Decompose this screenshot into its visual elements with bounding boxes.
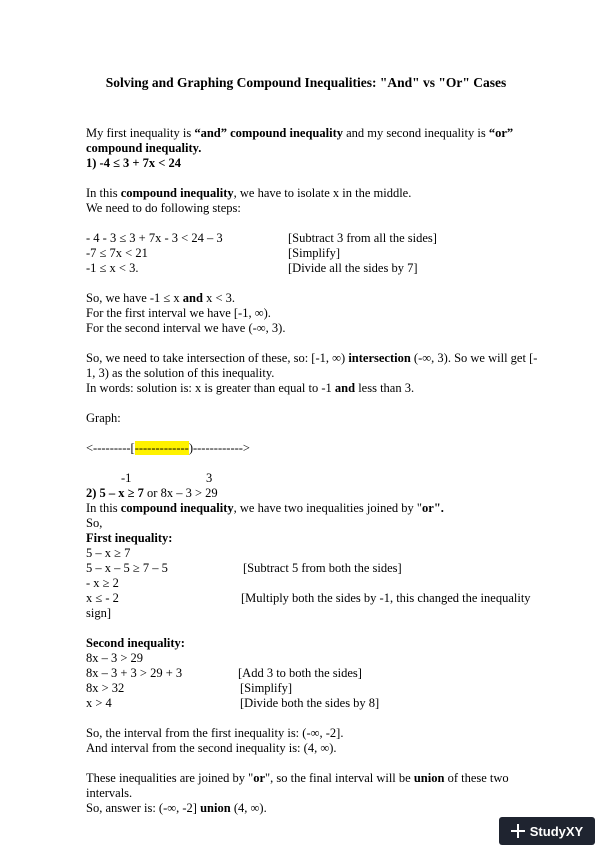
- so-line: So,: [86, 516, 103, 530]
- so-we-have-line: So, we have -1 ≤ x and x < 3.: [86, 291, 235, 305]
- step-note: [Add 3 to both the sides]: [238, 666, 362, 680]
- step-note: [Divide both the sides by 8]: [240, 696, 380, 710]
- step-expr: x > 4: [86, 696, 112, 710]
- logo-text: StudyXY: [529, 823, 584, 839]
- graph-tick-label: -1: [121, 471, 132, 485]
- first-interval-line: For the first interval we have [-1, ∞).: [86, 306, 271, 320]
- isolate-line: In this compound inequality, we have to isolate x in the middle.: [86, 186, 412, 200]
- step-row: [86, 231, 223, 246]
- second-interval-line: For the second interval we have (-∞, 3).: [86, 321, 286, 335]
- step-expr: -1 ≤ x < 3.: [86, 261, 139, 275]
- intersection-line-1: So, we need to take intersection of these, so: [-1, ∞) intersection (-∞, 3). So we will get [-: [86, 351, 538, 365]
- studyxy-logo[interactable]: [499, 817, 595, 845]
- step-note: [Simplify]: [240, 681, 293, 695]
- second-inequality-heading: Second inequality:: [86, 636, 185, 650]
- plus-icon: [511, 824, 525, 838]
- step-note: [Multiply both the sides by -1, this changed the inequality: [241, 591, 531, 605]
- step-note: [Subtract 3 from all the sides]: [288, 231, 437, 245]
- graph-tick-label: 3: [206, 471, 213, 485]
- step-expr: - 4 - 3 ≤ 3 + 7x - 3 < 24 – 3: [86, 231, 223, 245]
- step-note: [Simplify]: [288, 246, 341, 260]
- problem-1-heading: 1) -4 ≤ 3 + 7x < 24: [86, 156, 182, 170]
- step-note: [Divide all the sides by 7]: [288, 261, 418, 275]
- union-line-1: These inequalities are joined by "or", so the final interval will be union of these two: [86, 771, 509, 785]
- step-expr: 8x – 3 > 29: [86, 651, 144, 665]
- step-expr: 8x > 32: [86, 681, 125, 695]
- graph-label: Graph:: [86, 411, 121, 425]
- step-expr: 5 – x – 5 ≥ 7 – 5: [86, 561, 168, 575]
- step-expr: - x ≥ 2: [86, 576, 119, 590]
- step-expr: 5 – x ≥ 7: [86, 546, 131, 560]
- intersection-line-2: 1, 3) as the solution of this inequality.: [86, 366, 275, 380]
- step-row: [86, 246, 148, 261]
- union-line-2: intervals.: [86, 786, 133, 800]
- intro-line-2: compound inequality.: [86, 141, 202, 155]
- step-expr: x ≤ - 2: [86, 591, 119, 605]
- joined-by-or-line: In this compound inequality, we have two inequalities joined by "or".: [86, 501, 444, 515]
- step-expr: 8x – 3 + 3 > 29 + 3: [86, 666, 183, 680]
- document-title: Solving and Graphing Compound Inequalities: "And" vs "Or" Cases: [105, 75, 507, 90]
- answer-line: So, answer is: (-∞, -2] union (4, ∞).: [86, 801, 267, 815]
- intro-line-1: My first inequality is “and” compound inequality and my second inequality is “or”: [86, 126, 514, 140]
- step-note: [Subtract 5 from both the sides]: [243, 561, 402, 575]
- interval-first-line: So, the interval from the first inequality is: (-∞, -2].: [86, 726, 344, 740]
- step-note-wrap: sign]: [86, 606, 111, 620]
- first-inequality-heading: First inequality:: [86, 531, 173, 545]
- problem-2-heading: 2) 5 – x ≥ 7 or 8x – 3 > 29: [86, 486, 218, 500]
- step-row: [86, 261, 138, 276]
- highlighted-interval: -------------: [134, 441, 189, 455]
- step-expr: -7 ≤ 7x < 21: [86, 246, 148, 260]
- interval-second-line: And interval from the second inequality is: (4, ∞).: [86, 741, 337, 755]
- steps-intro: We need to do following steps:: [86, 201, 241, 215]
- number-line-graph: <---------[-------------)------------>: [86, 441, 250, 455]
- in-words-line: In words: solution is: x is greater than equal to -1 and less than 3.: [86, 381, 415, 395]
